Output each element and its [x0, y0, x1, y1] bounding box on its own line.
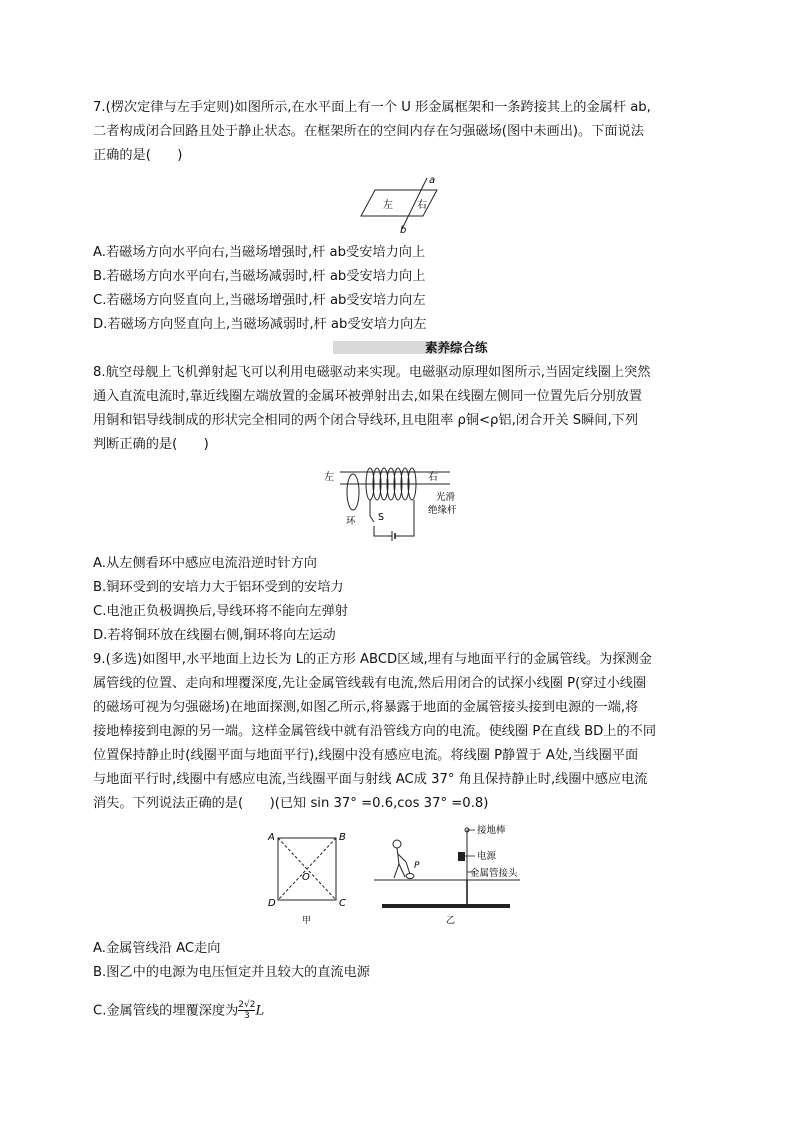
q9-option-c [93, 1000, 264, 1023]
q8-line4: 判断正确的是( ) [93, 437, 209, 452]
q7-option-c: C.若磁场方向竖直向上,当磁场增强时,杆 ab受安培力向左 [93, 293, 426, 308]
q7-figure [345, 172, 445, 234]
q8-fig-rod2: 绝缘杆 [428, 505, 457, 516]
q7-option-d: D.若磁场方向竖直向上,当磁场减弱时,杆 ab受安培力向左 [93, 317, 427, 332]
q7-option-b: B.若磁场方向水平向右,当磁场减弱时,杆 ab受安培力向上 [93, 269, 426, 284]
q7-fig-a: a [429, 175, 436, 186]
q8-option-a: A.从左侧看环中感应电流沿逆时针方向 [93, 556, 317, 571]
q7-option-a: A.若磁场方向水平向右,当磁场增强时,杆 ab受安培力向上 [93, 245, 426, 260]
fig-label-o: O [302, 872, 310, 883]
fig-label-d: D [268, 898, 276, 909]
q7-fig-b: b [400, 225, 407, 234]
q9-line5: 位置保持静止时(线圈平面与地面平行),线圈中没有感应电流。将线圈 P静置于 A处,当线圈平面 [93, 748, 639, 763]
q9-option-a: A.金属管线沿 AC走向 [93, 941, 221, 956]
ring-shape [347, 474, 359, 510]
q9-option-c-prefix: C.金属管线的埋覆深度为 [93, 1003, 239, 1019]
q9-line4: 接地棒接到电源的另一端。这样金属管线中就有沿管线方向的电流。使线圈 P在直线 BD上的不同 [93, 724, 657, 739]
q8-option-d: D.若将铜环放在线圈右侧,铜环将向左运动 [93, 628, 336, 643]
q9-line2: 属管线的位置、走向和埋覆深度,先让金属管线载有电流,然后用闭合的试探小线圈 P(穿过小线圈 [93, 676, 647, 691]
q8-line1: 8.航空母舰上飞机弹射起飞可以利用电磁驱动来实现。电磁驱动原理如图所示,当固定线圈上突然 [93, 365, 651, 380]
q8-line2: 通入直流电流时,靠近线圈左端放置的金属环被弹射出去,如果在线圈左侧同一位置先后分别放置 [93, 389, 643, 404]
q8-fig-ring: 环 [346, 516, 356, 527]
q8-line3: 用铜和铝导线制成的形状完全相同的两个闭合导线环,且电阻率 ρ铜<ρ铝,闭合开关 S瞬间,下列 [93, 413, 639, 428]
q8-fig-rod1: 光滑 [436, 492, 456, 503]
q8-option-b: B.铜环受到的安培力大于铝环受到的安培力 [93, 580, 344, 595]
fig-label-power: 电源 [477, 851, 497, 862]
fig-label-joint: 金属管接头 [470, 868, 518, 879]
fraction-denominator: 3 [244, 1011, 250, 1021]
q9-line7: 消失。下列说法正确的是( )(已知 sin 37° =0.6,cos 37° =0.8) [93, 796, 489, 811]
q8-fig-right: 右 [428, 472, 438, 483]
q9-option-c-suffix: L [255, 1003, 265, 1019]
fig-label-b: B [339, 832, 346, 843]
q8-fig-left: 左 [324, 472, 334, 483]
fig-label-rod: 接地棒 [477, 825, 506, 836]
fig-label-a: A [268, 832, 275, 843]
q9-figure-yi [372, 824, 532, 928]
q9-option-b: B.图乙中的电源为电压恒定并且较大的直流电源 [93, 965, 370, 980]
q9-line6: 与地面平行时,线圈中有感应电流,当线圈平面与射线 AC成 37° 角且保持静止时,线圈中感应电流 [93, 772, 648, 787]
q7-fig-left: 左 [383, 200, 393, 211]
q8-option-c: C.电池正负极调换后,导线环将不能向左弹射 [93, 604, 348, 619]
q9-figure-jia [264, 828, 354, 926]
q7-line3: 正确的是( ) [93, 148, 183, 163]
fraction-numerator: 2√2 [238, 1000, 256, 1010]
q8-figure [322, 462, 472, 548]
q7-line2: 二者构成闭合回路且处于静止状态。在框架所在的空间内存在匀强磁场(图中未画出)。下面说法 [93, 124, 644, 139]
q9-option-c-fraction [238, 1000, 255, 1021]
fig-caption-jia: 甲 [302, 916, 312, 926]
q8-fig-switch: S [378, 512, 385, 523]
fig-label-p: P [414, 861, 420, 871]
fig-label-c: C [339, 898, 346, 909]
q7-fig-right: 右 [417, 200, 427, 211]
q9-line3: 的磁场可视为匀强磁场)在地面探测,如图乙所示,将暴露于地面的金属管接头接到电源的一端,将 [93, 700, 639, 715]
fig-caption-yi: 乙 [446, 916, 456, 926]
q9-line1: 9.(多选)如图甲,水平地面上边长为 L的正方形 ABCD区域,埋有与地面平行的金属管线。为探测金 [93, 652, 652, 667]
section-title: 素养综合练 [425, 340, 488, 355]
q7-line1: 7.(楞次定律与左手定则)如图所示,在水平面上有一个 U 形金属框架和一条跨接其上的金属杆 ab, [93, 100, 651, 115]
